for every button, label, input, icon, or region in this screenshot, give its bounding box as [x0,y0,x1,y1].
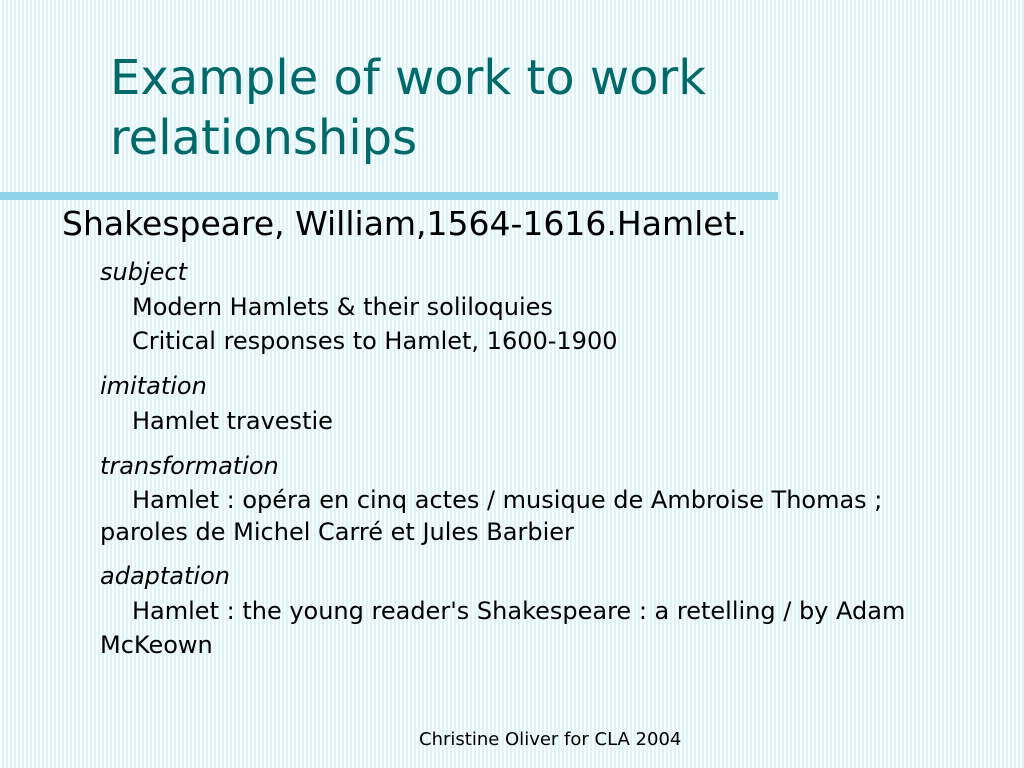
category-label: imitation [100,372,207,400]
title-divider [0,192,778,200]
work-heading: Shakespeare, William,1564-1616.Hamlet. [62,204,747,243]
related-work: Critical responses to Hamlet, 1600-1900 [132,327,618,355]
related-work: Hamlet travestie [132,407,333,435]
category-label: subject [100,258,187,286]
related-work: Hamlet : the young reader's Shakespeare : a retelling / by Adam McKeown [100,597,906,659]
relationship-group-adaptation [100,558,960,662]
category-label: adaptation [100,562,230,590]
related-work: Modern Hamlets & their soliloquies [132,293,553,321]
relationship-group-transformation [100,448,960,548]
related-work: Hamlet : opéra en cinq actes / musique de Ambroise Thomas ; paroles de Michel Carré et Jules Barbier [100,486,883,546]
category-label: transformation [100,452,279,480]
relationship-group-subject [100,254,960,358]
slide-footer: Christine Oliver for CLA 2004 [419,729,682,750]
slide-title: Example of work to work relationships [110,50,707,166]
relationship-list [100,254,960,672]
relationship-group-imitation [100,368,960,438]
